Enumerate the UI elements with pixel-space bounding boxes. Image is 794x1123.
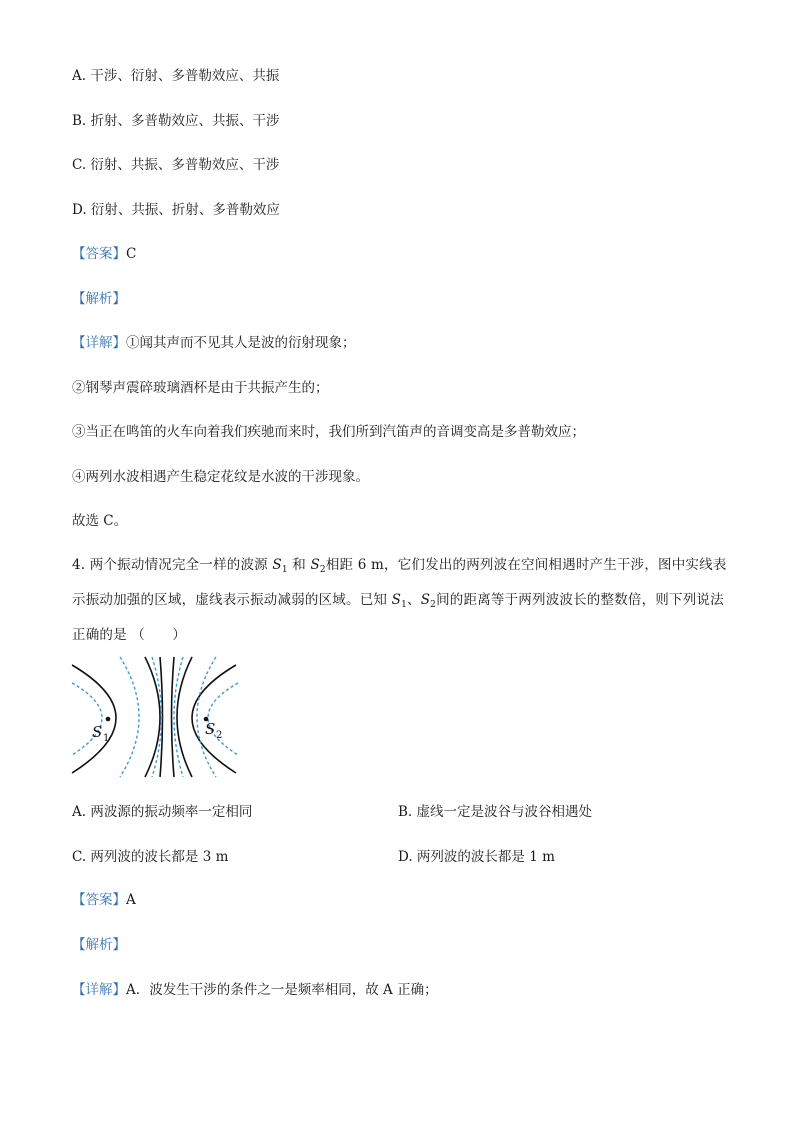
dashed-line-inner-right (174, 657, 183, 777)
analysis-4: 【解析】 (72, 937, 126, 953)
dashed-line-mid-left (120, 657, 139, 777)
detail-3-2: ②钢琴声震碎玻璃酒杯是由于共振产生的； (72, 380, 329, 396)
detail-3-4: ④两列水波相遇产生稳定花纹是水波的干涉现象。 (72, 469, 369, 485)
solid-line-inner-left (145, 657, 160, 777)
detail-3-3: ③当正在鸣笛的火车向着我们疾驰而来时，我们所到汽笛声的音调变高是多普勒效应； (72, 424, 585, 440)
label-s2: S (205, 720, 216, 738)
detail-4 (72, 981, 438, 999)
sub: 2 (319, 565, 326, 575)
interference-figure (70, 655, 240, 780)
solid-line-outer-right (192, 665, 236, 773)
detail-tag: 【详解】 (72, 335, 126, 351)
answer-4 (72, 891, 136, 909)
option-3a: A. 干涉、衍射、多普勒效应、共振 (72, 68, 280, 84)
sub: 1 (281, 565, 288, 575)
answer-tag: 【答案】 (72, 246, 126, 262)
option-4a: A. 两波源的振动频率一定相同 (72, 804, 253, 820)
conclusion-3: 故选 C。 (72, 513, 128, 529)
option-4b: B. 虚线一定是波谷与波谷相遇处 (398, 804, 593, 820)
stem-part: 相距 6 m，它们发出的两列波在空间相遇时产生干涉，图中实线表示振动加强的区域，虚线表示振动减弱的区域。已知 (72, 557, 727, 608)
stem-part: 4. 两个振动情况完全一样的波源 (72, 557, 268, 573)
answer-value: A (126, 892, 136, 908)
answer-tag: 【答案】 (72, 892, 126, 908)
detail-text: A．波发生干涉的条件之一是频率相同，故 A 正确； (126, 982, 438, 998)
stem-part: 和 (292, 557, 306, 573)
dashed-line-outer-left (72, 683, 102, 755)
answer-value: C (126, 246, 137, 262)
option-3c: C. 衍射、共振、多普勒效应、干涉 (72, 157, 280, 173)
source-s2-ref: S (420, 592, 431, 608)
option-3b: B. 折射、多普勒效应、共振、干涉 (72, 113, 280, 129)
detail-text: ①闻其声而不见其人是波的衍射现象； (126, 335, 356, 351)
label-s1-sub: 1 (103, 733, 110, 744)
source-s2: S (310, 557, 320, 573)
answer-3 (72, 245, 136, 263)
solid-line-inner-right (177, 657, 192, 777)
source-s1-ref: S (391, 592, 402, 608)
option-4c: C. 两列波的波长都是 3 m (72, 849, 229, 865)
stem-part: 间的距离等于两列波波长的整数倍，则下列说法正确的是 （ ） (72, 592, 724, 643)
option-3d: D. 衍射、共振、折射、多普勒效应 (72, 202, 280, 218)
analysis-3: 【解析】 (72, 291, 126, 307)
detail-3-1 (72, 334, 356, 352)
label-s1: S (92, 723, 103, 741)
source-s1: S (272, 557, 282, 573)
option-4d: D. 两列波的波长都是 1 m (398, 849, 555, 865)
sub: 1 (401, 600, 407, 610)
detail-tag: 【详解】 (72, 982, 126, 998)
sub: 2 (430, 600, 437, 610)
source-s1-dot (106, 717, 111, 722)
stem-part: 、 (407, 592, 421, 608)
dashed-line-outer-right (208, 683, 238, 755)
question-4-stem (72, 550, 732, 650)
label-s2-sub: 2 (216, 730, 223, 741)
